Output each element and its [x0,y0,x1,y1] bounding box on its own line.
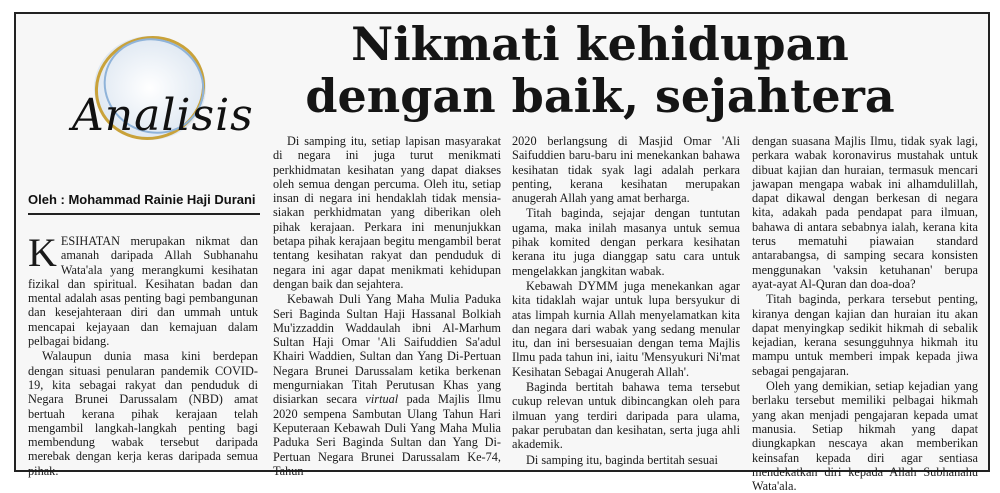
italic-word: virtual [365,392,399,407]
analisis-logo [30,28,260,148]
article-column-3 [512,134,740,467]
paragraph: Titah baginda, sejajar dengan tuntutan ugama, maka inilah masanya untuk semua pihak komited dengan perkara kesihatan kerana itu juga dianggap satu cara untuk mengelakkan jangkitan wabak. [512,206,740,278]
headline-line-1: Nikmati kehidupan [351,17,849,71]
paragraph: Di samping itu, setiap lapisan masyarakat di negara ini juga turut menikmati perkhidmatan kesihatan yang dapat diakses oleh semua dengan percuma. Oleh itu, setiap insan di negara ini hendaklah tidak mensia-siakan perkhidmatan yang diberikan oleh pihak kerajaan. Perkara ini menunjukkan betapa pihak kerajaan begitu mengambil berat tentang kesihatan rakyat dan penduduk di negara ini agar dapat menikmati kehidupan dengan baik dan sejahtera. [273,134,501,291]
article-column-4 [752,134,978,493]
logo-text: Analisis [72,90,254,141]
paragraph: Di samping itu, baginda bertitah sesuai [526,452,718,467]
paragraph: dengan suasana Majlis Ilmu, tidak syak lagi, perkara wabak koronavirus mustahak untuk dibuat kajian dan huraian, termasuk mencari jawapan mengapa wabak ini alhamdulillah, dapat dikawal dengan berkesan di negara kita, adakah pada pendapat para ilmuan, bahawa di antara sebabnya ialah, kerana kita terus mematuhi piawaian standard antarabangsa, di samping secara konsisten menggunakan 'vaksin ketuhanan' berupa ayat-ayat Al-Quran dan doa-doa? [752,134,978,291]
byline: Oleh : Mohammad Rainie Haji Durani [28,192,256,207]
byline-divider [28,213,260,215]
paragraph: Walaupun dunia masa kini berdepan dengan situasi penularan pandemik COVID-19, kita sebagai rakyat dan penduduk di Negara Brunei Darussalam (NBD) amat bertuah kerana pihak kerajaan telah mengambil langkah-langkah penting bagi membendung wabak tersebut daripada merebak dengan kerja keras daripada semua pihak. [28,349,258,478]
paragraph: KESIHATAN merupakan nikmat dan amanah daripada Allah Subhanahu Wata'ala yang merangkumi kesihatan fizikal dan spiritual. Kesihatan badan dan mental adalah asas penting bagi pembangunan dan kesejahteraan diri dan ummah untuk mencapai kejayaan dan kemajuan dalam pelbagai bidang. [28,230,258,349]
paragraph: 2020 berlangsung di Masjid Omar 'Ali Saifuddien baru-baru ini menekankan bahawa kesihatan tidak syak lagi adalah perkara penting, kerana kesihatan merupakan anugerah Allah yang amat berharga. [512,134,740,206]
paragraph: Titah baginda, perkara tersebut penting, kiranya dengan kajian dan huraian itu akan dapat menyingkap sedikit hikmah di sebalik kejadian, kerana sesungguhnya hikmah itu mampu untuk memberi impak kepada jiwa sebagai pengajaran. [752,292,978,378]
article-column-1 [28,230,258,478]
paragraph: Kebawah DYMM juga menekankan agar kita tidaklah wajar untuk lupa bersyukur di atas limpah kurnia Allah menyelamatkan kita dan negara dari wabak yang sedang menular itu, dan ini bersesuaian dengan tema Majlis Ilmu pada tahun ini, iaitu 'Mensyukuri Ni'mat Kesihatan Sebagai Anugerah Allah'. [512,278,740,379]
headline-line-2: dengan baik, sejahtera [305,69,895,123]
paragraph: Baginda bertitah bahawa tema tersebut cukup relevan untuk dibincangkan oleh para ilmuan yang terdiri daripada para ulama, pakar perubatan dan kesihatan, serta juga ahli akademik. [512,380,740,452]
drop-cap: K [28,230,57,275]
paragraph: Oleh yang demikian, setiap kejadian yang berlaku tersebut memiliki pelbagai hikmah yang akan menjadi pengajaran kepada umat manusia. Setiap hikmah yang dapat diungkapkan nescaya akan memberikan keinsafan kepada diri agar sentiasa mendekatkan diri kepada Allah Subhanahu Wata'ala. [752,379,978,493]
headline [300,18,900,122]
paragraph: Kebawah Duli Yang Maha Mulia Paduka Seri Baginda Sultan Haji Hassanal Bolkiah Mu'izzaddin Waddaulah ibni Al-Marhum Sultan Haji Omar 'Ali Saifuddien Sa'adul Khairi Waddien, Sultan dan Yang Di-Pertuan Negara Brunei Darussalam ketika berkenan mengurniakan Titah Perutusan Khas yang disiarkan secara virtual pada Majlis Ilmu 2020 sempena Sambutan Ulang Tahun Hari Keputeraan Kebawah Duli Yang Maha Mulia Paduka Seri Baginda Sultan dan Yang Di-Pertuan Negara Brunei Darussalam Ke-74, Tahun [273,292,501,478]
article-column-2 [273,134,501,478]
